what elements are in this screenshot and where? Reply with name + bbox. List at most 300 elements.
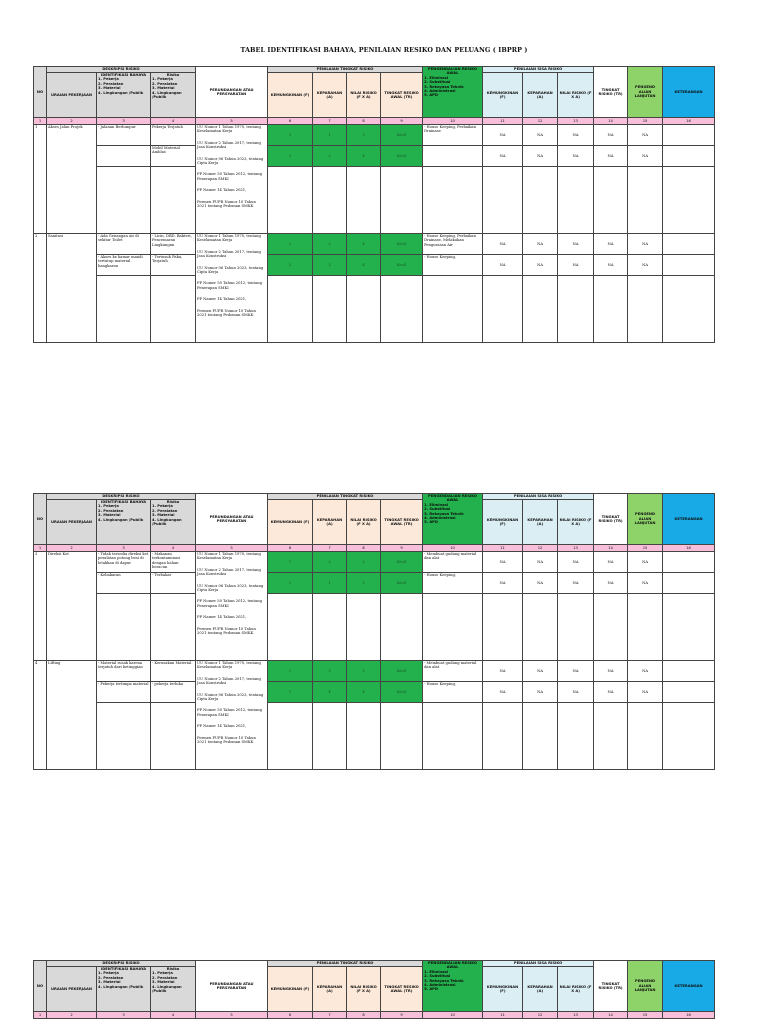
col-number: 12	[523, 1012, 558, 1019]
col-number: 2	[47, 545, 97, 552]
col-number: 4	[151, 545, 196, 552]
col-keterangan: KETERANGAN	[663, 494, 715, 545]
regulation-item: Permen PUPR Nomor 10 Tahun 2021 tentang Pedoman SMKK	[197, 735, 256, 745]
regulation-item: UU Nomor 2 Tahun 2017, tentang Jasa Konstruksi	[197, 140, 261, 150]
col-sisa-kemungkinan: KEMUNGKINAN (F)	[483, 500, 523, 545]
regulation-item: PP Namer 14 Tahun 2021,	[197, 188, 247, 193]
col-pengendalian-risiko-item: 1. Eliminasi	[424, 75, 449, 80]
uraian-pekerjaan: Akses Jalan Projek	[47, 125, 97, 234]
col-pengendalian-risiko	[423, 494, 483, 545]
col-identifikasi-bahaya-item: 2. Peralatan	[98, 975, 124, 980]
col-tingkat-risiko-awal: TINGKAT RESIKO AWAL (TR)	[381, 967, 423, 1012]
empty-cell	[594, 703, 628, 770]
empty-cell	[558, 703, 594, 770]
tingkat-risiko-value: Kecil	[381, 661, 423, 682]
sisa-nilai-risiko-value: NA	[558, 573, 594, 594]
sisa-kemungkinan-value: NA	[483, 125, 523, 146]
empty-cell	[663, 594, 715, 661]
sisa-tingkat-risiko-value: NA	[594, 255, 628, 276]
col-risiko	[151, 500, 196, 545]
col-pengendalian-risiko-title: PENGENDALIAN RESIKO AWAL	[428, 961, 478, 970]
nilai-risiko-value: 4	[347, 255, 381, 276]
empty-cell	[483, 276, 523, 343]
col-number: 2	[47, 118, 97, 125]
sisa-kemungkinan-value: NA	[483, 573, 523, 594]
col-number: 15	[628, 1012, 663, 1019]
col-perundangan: PERUNDANGAN ATAU PERSYARATAN	[196, 67, 268, 118]
perundangan	[196, 552, 268, 661]
keparahan-value: 2	[313, 146, 347, 167]
tingkat-risiko-value: Kecil	[381, 125, 423, 146]
sisa-keparahan-value: NA	[523, 125, 558, 146]
col-number: 1	[34, 1012, 47, 1019]
col-risiko-item: 1. Pekerja	[152, 77, 173, 82]
col-identifikasi-bahaya-title: IDENTIFIKASI BAHAYA	[100, 967, 147, 971]
col-number: 11	[483, 545, 523, 552]
empty-cell	[523, 594, 558, 661]
sisa-tingkat-risiko-value: NA	[594, 573, 628, 594]
col-risiko-title: Risiko	[166, 73, 180, 77]
uraian-pekerjaan: Direksi Ket	[47, 552, 97, 661]
sisa-nilai-risiko-value: NA	[558, 234, 594, 255]
empty-cell	[594, 594, 628, 661]
col-pengendalian-risiko-item: 5. APD	[424, 93, 438, 98]
col-number: 6	[268, 118, 313, 125]
empty-cell	[347, 703, 381, 770]
col-number: 4	[151, 118, 196, 125]
sisa-nilai-risiko-value: NA	[558, 661, 594, 682]
regulation-item: Permen PUPR Nomor 10 Tahun 2021 tentang Pedoman SMKK	[197, 308, 256, 318]
risiko: - pekerja terluka	[151, 682, 196, 703]
empty-cell	[151, 276, 196, 343]
col-number: 14	[594, 1012, 628, 1019]
col-risiko-item: 2. Peralatan	[152, 975, 178, 980]
regulation-item: UU Nomor 2 Tahun 2017, tentang Jasa Konstruksi	[197, 567, 261, 577]
perundangan	[196, 234, 268, 343]
regulation-item: UU Nomor 1 Tahun 1970, tentang Keselamatan Kerja	[197, 552, 261, 561]
empty-cell	[663, 703, 715, 770]
empty-cell	[483, 703, 523, 770]
col-penilaian-tingkat-risiko: PENILAIAN TINGKAT RISIKO	[268, 961, 423, 967]
table-row	[34, 573, 715, 594]
col-identifikasi-bahaya-item: 1. Pekerja	[98, 971, 119, 976]
col-number: 6	[268, 545, 313, 552]
empty-cell	[268, 703, 313, 770]
empty-cell	[97, 594, 151, 661]
empty-cell	[558, 276, 594, 343]
empty-cell	[423, 703, 483, 770]
col-risiko-item: 1. Pekerja	[152, 504, 173, 509]
col-kemungkinan: KEMUNGKINAN (F)	[268, 500, 313, 545]
col-number: 13	[558, 545, 594, 552]
row-no: 4	[34, 661, 47, 770]
col-tingkat-risiko-tr: TINGKAT RISIKO (TR)	[594, 494, 628, 545]
col-identifikasi-bahaya-item: 2. Peralatan	[98, 81, 124, 86]
pengendalian-lanjutan-value: NA	[628, 146, 663, 167]
col-sisa-kemungkinan: KEMUNGKINAN (F)	[483, 967, 523, 1012]
row-no: 2	[34, 234, 47, 343]
col-identifikasi-bahaya	[97, 73, 151, 118]
col-pengendalian-risiko-item: 3. Rekayasa Teknik	[424, 978, 464, 983]
col-perundangan: PERUNDANGAN ATAU PERSYARATAN	[196, 961, 268, 1012]
risiko: Mobil Material Amblas	[151, 146, 196, 167]
tingkat-risiko-value: Kecil	[381, 552, 423, 573]
col-sisa-keparahan: KEPARAHAN (A)	[523, 967, 558, 1012]
empty-cell	[628, 276, 663, 343]
sisa-nilai-risiko-value: NA	[558, 552, 594, 573]
nilai-risiko-value: 4	[347, 234, 381, 255]
keparahan-value: 2	[313, 234, 347, 255]
col-number: 7	[313, 545, 347, 552]
col-penilaian-sisa-risiko: PENILAIAN SISA RISIKO	[483, 494, 594, 500]
regulation-item: UU Nomor 1 Tahun 1970, tentang Keselamatan Kerja	[197, 125, 261, 134]
page-title: TABEL IDENTIFIKASI BAHAYA, PENILAIAN RESIKO DAN PELUANG ( IBPRP )	[240, 46, 528, 54]
nilai-risiko-value: 2	[347, 573, 381, 594]
col-risiko	[151, 73, 196, 118]
col-number: 11	[483, 1012, 523, 1019]
col-risiko-item: 3. Material	[152, 513, 175, 518]
table-row	[34, 661, 715, 682]
ibprp-table	[33, 493, 715, 770]
col-pengendalian-risiko-item: 4. Administrasi	[424, 983, 456, 988]
empty-cell	[313, 594, 347, 661]
nilai-risiko-value: 2	[347, 661, 381, 682]
keterangan-value	[663, 661, 715, 682]
kemungkinan-value: 1	[268, 552, 313, 573]
ibprp-table	[33, 66, 715, 343]
sisa-kemungkinan-value: NA	[483, 255, 523, 276]
col-tingkat-risiko-awal: TINGKAT RESIKO AWAL (TR)	[381, 500, 423, 545]
risiko: Pekerja Terjatuh	[151, 125, 196, 146]
empty-cell	[381, 594, 423, 661]
tingkat-risiko-value: Kecil	[381, 255, 423, 276]
kemungkinan-value: 3	[268, 146, 313, 167]
col-pengendalian-risiko-item: 5. APD	[424, 987, 438, 992]
col-pengendalian-lanjutan: PENGEND ALIAN LANJUTAN	[628, 961, 663, 1012]
risiko: - Tertusuk Paku, Terjatuh	[151, 255, 196, 276]
sisa-keparahan-value: NA	[523, 255, 558, 276]
col-no: NO	[34, 67, 47, 118]
empty-cell	[313, 276, 347, 343]
empty-cell	[97, 167, 151, 234]
perundangan	[196, 661, 268, 770]
keparahan-value: 1	[313, 573, 347, 594]
col-risiko-item: 4. Lingkungan /Publik	[152, 984, 182, 994]
sisa-keparahan-value: NA	[523, 234, 558, 255]
tingkat-risiko-value: Kecil	[381, 682, 423, 703]
col-number: 2	[47, 1012, 97, 1019]
pengendalian-value: - House Keeping,	[423, 573, 483, 594]
keterangan-value	[663, 255, 715, 276]
risiko: - Makanan terkontaminasi dengan bahan beracun	[151, 552, 196, 573]
empty-cell	[523, 276, 558, 343]
col-risiko-item: 3. Material	[152, 86, 175, 91]
col-number: 14	[594, 118, 628, 125]
col-deskripsi-risiko: DESKRIPSI RISIKO	[47, 67, 196, 73]
row-no: 1	[34, 125, 47, 234]
identifikasi-bahaya: - Jalanan Berlumpur	[97, 125, 151, 146]
empty-cell	[347, 594, 381, 661]
pengendalian-value	[423, 146, 483, 167]
identifikasi-bahaya: - Material rusak karena terjatuh dari ketinggian	[97, 661, 151, 682]
col-number: 5	[196, 1012, 268, 1019]
table-row	[34, 552, 715, 573]
col-number: 16	[663, 1012, 715, 1019]
col-uraian-pekerjaan: URAIAN PEKERJAAN	[47, 500, 97, 545]
kemungkinan-value: 1	[268, 661, 313, 682]
col-number: 7	[313, 118, 347, 125]
col-tingkat-risiko-tr: TINGKAT RISIKO (TR)	[594, 67, 628, 118]
col-number: 8	[347, 545, 381, 552]
col-pengendalian-risiko	[423, 961, 483, 1012]
col-sisa-kemungkinan: KEMUNGKINAN (F)	[483, 73, 523, 118]
col-uraian-pekerjaan: URAIAN PEKERJAAN	[47, 73, 97, 118]
col-number: 3	[97, 545, 151, 552]
perundangan	[196, 125, 268, 234]
col-identifikasi-bahaya	[97, 500, 151, 545]
col-nilai-risiko: NILAI RISIKO (F X A)	[347, 73, 381, 118]
empty-cell	[423, 167, 483, 234]
pengendalian-value: - House Keeping, Perbaikan Drainase, Melakukan Pengurasan Air	[423, 234, 483, 255]
col-number: 12	[523, 545, 558, 552]
pengendalian-lanjutan-value: NA	[628, 682, 663, 703]
col-number: 12	[523, 118, 558, 125]
empty-cell	[423, 594, 483, 661]
col-keterangan: KETERANGAN	[663, 961, 715, 1012]
col-number: 10	[423, 545, 483, 552]
identifikasi-bahaya: - Ada Genangan air di sekitar Toilet	[97, 234, 151, 255]
col-keterangan: KETERANGAN	[663, 67, 715, 118]
regulation-item: UU Nomor 06 Tahun 2023, tentang Cipta Kerja	[197, 583, 264, 593]
col-identifikasi-bahaya-item: 2. Peralatan	[98, 508, 124, 513]
col-number: 13	[558, 1012, 594, 1019]
pengendalian-value: - Membuat gudang material dan alat	[423, 552, 483, 573]
regulation-item: UU Nomor 1 Tahun 1970, tentang Keselamatan Kerja	[197, 661, 261, 670]
kemungkinan-value: 1	[268, 682, 313, 703]
col-perundangan: PERUNDANGAN ATAU PERSYARATAN	[196, 494, 268, 545]
col-risiko-item: 4. Lingkungan /Publik	[152, 517, 182, 527]
sisa-tingkat-risiko-value: NA	[594, 661, 628, 682]
col-risiko-item: 2. Peralatan	[152, 508, 178, 513]
col-number: 7	[313, 1012, 347, 1019]
col-number: 14	[594, 545, 628, 552]
empty-cell	[663, 167, 715, 234]
keterangan-value	[663, 125, 715, 146]
col-pengendalian-risiko-item: 3. Rekayasa Teknik	[424, 84, 464, 89]
uraian-pekerjaan: Lifting	[47, 661, 97, 770]
regulation-item: UU Nomor 06 Tahun 2023, tentang Cipta Kerja	[197, 156, 264, 166]
table-row	[34, 146, 715, 167]
keterangan-value	[663, 146, 715, 167]
col-penilaian-sisa-risiko: PENILAIAN SISA RISIKO	[483, 961, 594, 967]
col-number: 15	[628, 545, 663, 552]
col-pengendalian-risiko-item: 3. Rekayasa Teknik	[424, 511, 464, 516]
empty-cell	[381, 167, 423, 234]
regulation-item: Permen PUPR Nomor 10 Tahun 2021 tentang Pedoman SMKK	[197, 626, 256, 636]
col-pengendalian-risiko-item: 1. Eliminasi	[424, 502, 449, 507]
col-kemungkinan: KEMUNGKINAN (F)	[268, 967, 313, 1012]
keparahan-value: 2	[313, 661, 347, 682]
col-deskripsi-risiko: DESKRIPSI RISIKO	[47, 961, 196, 967]
col-number: 5	[196, 545, 268, 552]
pengendalian-lanjutan-value: NA	[628, 255, 663, 276]
col-kemungkinan: KEMUNGKINAN (F)	[268, 73, 313, 118]
col-risiko-item: 2. Peralatan	[152, 81, 178, 86]
col-number: 8	[347, 118, 381, 125]
col-identifikasi-bahaya-item: 3. Material	[98, 980, 121, 985]
col-tingkat-risiko-tr: TINGKAT RISIKO (TR)	[594, 961, 628, 1012]
pengendalian-value: - House Keeping, Perbaikan Drainase	[423, 125, 483, 146]
sisa-keparahan-value: NA	[523, 682, 558, 703]
col-risiko-item: 4. Lingkungan /Publik	[152, 90, 182, 100]
sisa-keparahan-value: NA	[523, 573, 558, 594]
col-pengendalian-risiko-item: 1. Eliminasi	[424, 969, 449, 974]
table-row	[34, 125, 715, 146]
pengendalian-value: - House Keeping,	[423, 255, 483, 276]
col-number: 9	[381, 545, 423, 552]
empty-cell	[97, 703, 151, 770]
sisa-keparahan-value: NA	[523, 146, 558, 167]
sisa-nilai-risiko-value: NA	[558, 682, 594, 703]
col-identifikasi-bahaya-item: 4. Lingkungan /Publik	[98, 984, 144, 989]
col-identifikasi-bahaya-title: IDENTIFIKASI BAHAYA	[100, 73, 147, 77]
keparahan-value: 2	[313, 552, 347, 573]
identifikasi-bahaya: - Akses ke kamar mandi tertutup material bangkaran	[97, 255, 151, 276]
col-number: 16	[663, 118, 715, 125]
col-sisa-nilai-risiko: NILAI RISIKO (F X A)	[558, 73, 594, 118]
empty-cell	[268, 276, 313, 343]
empty-cell	[628, 703, 663, 770]
col-nilai-risiko: NILAI RISIKO (F X A)	[347, 967, 381, 1012]
uraian-pekerjaan: Sanitasi	[47, 234, 97, 343]
empty-cell	[151, 703, 196, 770]
risiko: - Licin, DBD, Bakteri, Pencemaran Lingkungan	[151, 234, 196, 255]
col-penilaian-tingkat-risiko: PENILAIAN TINGKAT RISIKO	[268, 67, 423, 73]
col-number: 9	[381, 1012, 423, 1019]
kemungkinan-value: 3	[268, 125, 313, 146]
regulation-item: UU Nomor 1 Tahun 1970, tentang Keselamatan Kerja	[197, 234, 261, 243]
col-identifikasi-bahaya-item: 1. Pekerja	[98, 504, 119, 509]
empty-cell	[381, 276, 423, 343]
tingkat-risiko-value: Kecil	[381, 573, 423, 594]
tingkat-risiko-value: Kecil	[381, 146, 423, 167]
identifikasi-bahaya: - Tidak tersedia direksi ket peralatan potong besi di letakkan di dapur	[97, 552, 151, 573]
pengendalian-lanjutan-value: NA	[628, 125, 663, 146]
col-number: 9	[381, 118, 423, 125]
col-pengendalian-risiko-item: 2. Substitusi	[424, 80, 451, 85]
col-identifikasi-bahaya-item: 3. Material	[98, 86, 121, 91]
identifikasi-bahaya: - Kebakaran	[97, 573, 151, 594]
col-identifikasi-bahaya	[97, 967, 151, 1012]
col-risiko	[151, 967, 196, 1012]
col-number: 16	[663, 545, 715, 552]
regulation-item: PP Nomer 50 Tahun 2012, tentang Penerapan SMKI	[197, 172, 262, 181]
identifikasi-bahaya: - Pekerja tertimpa material	[97, 682, 151, 703]
col-pengendalian-risiko-item: 4. Administrasi	[424, 516, 456, 521]
col-keparahan: KEPARAHAN (A)	[313, 500, 347, 545]
regulation-item: UU Nomor 06 Tahun 2023, tentang Cipta Kerja	[197, 692, 264, 702]
regulation-item: PP Namer 14 Tahun 2021,	[197, 297, 247, 302]
pengendalian-lanjutan-value: NA	[628, 661, 663, 682]
tingkat-risiko-value: Kecil	[381, 234, 423, 255]
sisa-nilai-risiko-value: NA	[558, 255, 594, 276]
col-identifikasi-bahaya-item: 1. Pekerja	[98, 77, 119, 82]
pengendalian-lanjutan-value: NA	[628, 573, 663, 594]
sisa-tingkat-risiko-value: NA	[594, 146, 628, 167]
col-number: 10	[423, 1012, 483, 1019]
empty-cell	[313, 167, 347, 234]
keparahan-value: 2	[313, 255, 347, 276]
kemungkinan-value: 2	[268, 255, 313, 276]
keterangan-value	[663, 682, 715, 703]
nilai-risiko-value: 4	[347, 146, 381, 167]
empty-cell	[347, 167, 381, 234]
col-sisa-keparahan: KEPARAHAN (A)	[523, 500, 558, 545]
regulation-item: Permen PUPR Nomor 10 Tahun 2021 tentang Pedoman SMKK	[197, 199, 256, 209]
empty-cell	[558, 594, 594, 661]
table-row	[34, 682, 715, 703]
col-tingkat-risiko-awal: TINGKAT RESIKO AWAL (TR)	[381, 73, 423, 118]
table-row	[34, 234, 715, 255]
col-risiko-title: Risiko	[166, 500, 180, 504]
col-number: 5	[196, 118, 268, 125]
empty-cell	[558, 167, 594, 234]
empty-cell	[483, 594, 523, 661]
col-deskripsi-risiko: DESKRIPSI RISIKO	[47, 494, 196, 500]
col-identifikasi-bahaya-item: 3. Material	[98, 513, 121, 518]
col-pengendalian-risiko-title: PENGENDALIAN RESIKO AWAL	[428, 494, 478, 503]
col-number: 1	[34, 545, 47, 552]
col-pengendalian-risiko-item: 5. APD	[424, 520, 438, 525]
col-identifikasi-bahaya-item: 4. Lingkungan /Publik	[98, 517, 144, 522]
table-row	[34, 255, 715, 276]
col-uraian-pekerjaan: URAIAN PEKERJAAN	[47, 967, 97, 1012]
col-no: NO	[34, 961, 47, 1012]
keparahan-value: 1	[313, 125, 347, 146]
regulation-item: UU Nomor 06 Tahun 2023, tentang Cipta Kerja	[197, 265, 264, 275]
pengendalian-value: - Membuat gudang material dan alat	[423, 661, 483, 682]
empty-cell	[523, 703, 558, 770]
sisa-keparahan-value: NA	[523, 552, 558, 573]
col-keparahan: KEPARAHAN (A)	[313, 73, 347, 118]
nilai-risiko-value: 3	[347, 125, 381, 146]
col-identifikasi-bahaya-title: IDENTIFIKASI BAHAYA	[100, 500, 147, 504]
col-risiko-item: 1. Pekerja	[152, 971, 173, 976]
keterangan-value	[663, 573, 715, 594]
empty-cell	[663, 276, 715, 343]
col-pengendalian-lanjutan: PENGEND ALIAN LANJUTAN	[628, 67, 663, 118]
sisa-kemungkinan-value: NA	[483, 661, 523, 682]
col-risiko-item: 3. Material	[152, 980, 175, 985]
empty-cell	[628, 594, 663, 661]
col-number: 15	[628, 118, 663, 125]
empty-cell	[628, 167, 663, 234]
keterangan-value	[663, 234, 715, 255]
risiko: - Kerusakan Material	[151, 661, 196, 682]
empty-cell	[347, 276, 381, 343]
regulation-item: UU Nomor 2 Tahun 2017, tentang Jasa Konstruksi	[197, 249, 261, 259]
col-number: 4	[151, 1012, 196, 1019]
col-sisa-nilai-risiko: NILAI RISIKO (F X A)	[558, 967, 594, 1012]
empty-cell	[97, 276, 151, 343]
sisa-kemungkinan-value: NA	[483, 146, 523, 167]
ibprp-table	[33, 960, 715, 1019]
sisa-kemungkinan-value: NA	[483, 552, 523, 573]
col-number: 13	[558, 118, 594, 125]
col-sisa-keparahan: KEPARAHAN (A)	[523, 73, 558, 118]
sisa-tingkat-risiko-value: NA	[594, 125, 628, 146]
col-number: 1	[34, 118, 47, 125]
